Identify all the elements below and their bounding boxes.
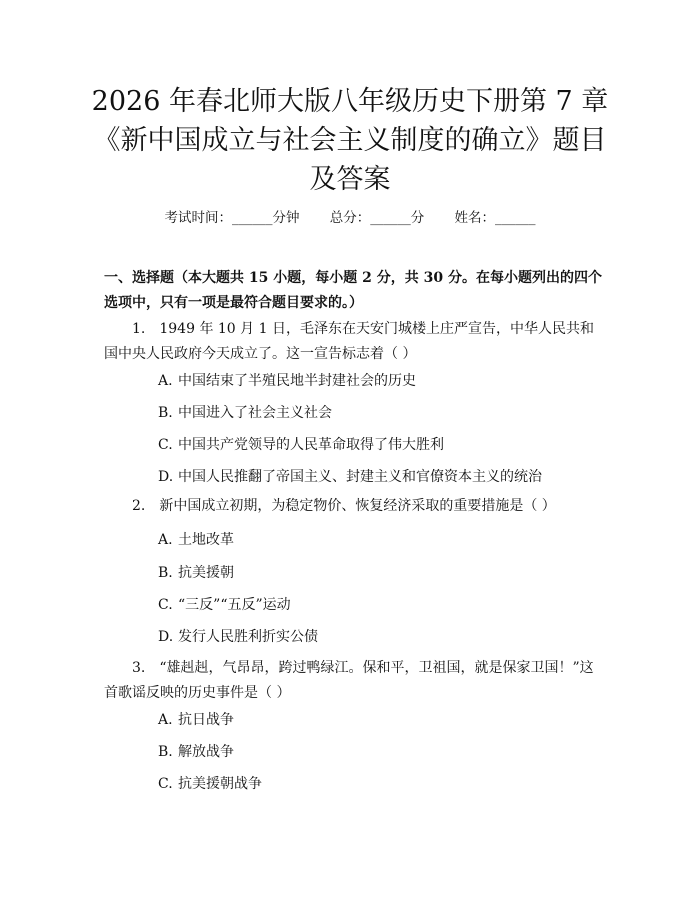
- option-3a: [158, 710, 608, 730]
- question-2: [104, 494, 604, 519]
- section-heading: 一、选择题（本大题共 15 小题，每小题 2 分，共 30 分。在每小题列出的四个选项中，只有一项是最符合题目要求的。）: [104, 270, 602, 311]
- option-text: 中国结束了半殖民地半封建社会的历史: [178, 373, 416, 389]
- document-title: [60, 82, 640, 199]
- title-line-1: 2026 年春北师大版八年级历史下册第 7 章: [91, 86, 609, 117]
- option-text: 解放战争: [178, 744, 234, 760]
- question-number: 2.: [132, 498, 146, 514]
- option-text: 抗美援朝战争: [178, 776, 262, 792]
- exam-time-field: 考试时间：______分钟: [164, 210, 300, 226]
- title-line-3: 及答案: [309, 164, 391, 195]
- question-number: 1.: [132, 321, 146, 337]
- option-letter: A.: [158, 373, 173, 389]
- option-2b: [158, 563, 608, 583]
- question-number: 3.: [132, 660, 146, 676]
- option-1b: [158, 403, 608, 423]
- option-2a: [158, 530, 608, 550]
- option-text: 发行人民胜利折实公债: [178, 629, 318, 645]
- option-letter: B.: [158, 744, 173, 760]
- option-1d: [158, 467, 608, 487]
- exam-info-line: [0, 206, 700, 226]
- option-text: 抗日战争: [178, 712, 234, 728]
- option-letter: A.: [158, 532, 173, 548]
- option-2d: [158, 627, 608, 647]
- option-text: 抗美援朝: [178, 565, 234, 581]
- option-letter: D.: [158, 629, 174, 645]
- question-stem: 1949 年 10 月 1 日，毛泽东在天安门城楼上庄严宣告，中华人民共和国中央人民政府今天成立了。这一宣告标志着（ ）: [104, 321, 594, 362]
- option-1a: [158, 371, 608, 391]
- option-letter: A.: [158, 712, 173, 728]
- option-1c: [158, 435, 608, 455]
- question-stem: 新中国成立初期，为稳定物价、恢复经济采取的重要措施是（ ）: [159, 498, 556, 514]
- option-letter: D.: [158, 469, 174, 485]
- option-letter: C.: [158, 437, 173, 453]
- question-stem: “雄赳赳，气昂昂，跨过鸭绿江。保和平，卫祖国，就是保家卫国！”这首歌谣反映的历史事件是（ ）: [104, 660, 594, 701]
- total-score-field: 总分：______分: [329, 210, 425, 226]
- question-1: [104, 317, 604, 367]
- title-line-2: 《新中国成立与社会主义制度的确立》题目: [93, 125, 607, 156]
- option-text: 中国人民推翻了帝国主义、封建主义和官僚资本主义的统治: [178, 469, 542, 485]
- option-letter: B.: [158, 405, 173, 421]
- option-letter: B.: [158, 565, 173, 581]
- student-name-field: 姓名：______: [454, 210, 536, 226]
- option-3c: [158, 774, 608, 794]
- option-3b: [158, 742, 608, 762]
- option-text: 中国共产党领导的人民革命取得了伟大胜利: [178, 437, 444, 453]
- option-letter: C.: [158, 776, 173, 792]
- question-3: [104, 656, 604, 706]
- option-text: 中国进入了社会主义社会: [178, 405, 332, 421]
- option-letter: C.: [158, 597, 173, 613]
- option-2c: [158, 595, 608, 615]
- option-text: “三反”“五反”运动: [178, 597, 291, 613]
- option-text: 土地改革: [178, 532, 234, 548]
